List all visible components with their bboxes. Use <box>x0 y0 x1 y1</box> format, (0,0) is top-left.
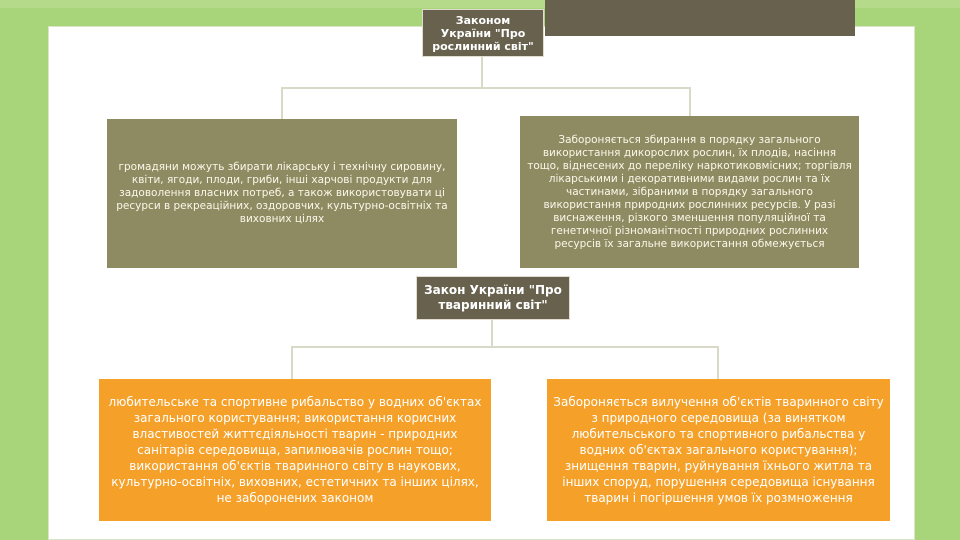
connector-line <box>717 346 719 380</box>
connector-line <box>281 87 283 120</box>
animal-prohibited-box <box>547 379 890 521</box>
animal-allowed-text: любительське та спортивне рибальство у водних об'єктах загального користування; використання корисних властивостей життєдіяльності тварин - природних санітарів середовища, запилювачів рослин тощо; використання об'єктів тваринного світу в наукових, культурно-освітніх, виховних, естетичних та інших цілях, не заборонених законом <box>108 395 482 505</box>
animal-law-header <box>416 276 570 320</box>
header-band <box>545 0 855 36</box>
plant-law-header-text: Законом України "Про рослинний світ" <box>432 13 534 53</box>
plant-allowed-text: громадяни можуть збирати лікарську і технічну сировину, квіти, ягоди, плоди, гриби, інші харчові продукти для задоволення власних потреб, а також використовувати ці ресурси в рекреаційних, оздоровчих, культурно-освітніх та виховних цілях <box>116 161 448 225</box>
plant-prohibited-text: Забороняється збирання в порядку загального використання дикорослих рослин, їх плодів, насіння тощо, віднесених до переліку наркотиковмісних; торгівля лікарськими і декоративними видами рослин та їх частинами, зібраними в порядку загального використання природних рослинних ресурсів. У разі виснаження, різкого зменшення популяційної та генетичної різноманітності природних рослинних ресурсів їх загальне використання обмежується <box>527 133 852 250</box>
connector-line <box>291 346 719 348</box>
animal-law-header-text: Закон України "Про тваринний світ" <box>424 283 562 312</box>
plant-allowed-box <box>107 119 457 268</box>
connector-line <box>491 318 493 348</box>
connector-line <box>291 346 293 380</box>
connector-line <box>281 87 691 89</box>
plant-prohibited-box <box>520 116 859 268</box>
connector-line <box>689 87 691 117</box>
animal-prohibited-text: Забороняється вилучення об'єктів тваринного світу з природного середовища (за винятком любительського та спортивного рибальства у водних об'єктах загального користування); знищення тварин, руйнування їхнього житла та інших споруд, порушення середовища існування тварин і погіршення умов їх розмноження <box>553 395 884 505</box>
connector-line <box>481 56 483 88</box>
plant-law-header <box>422 9 544 57</box>
animal-allowed-box <box>99 379 491 521</box>
